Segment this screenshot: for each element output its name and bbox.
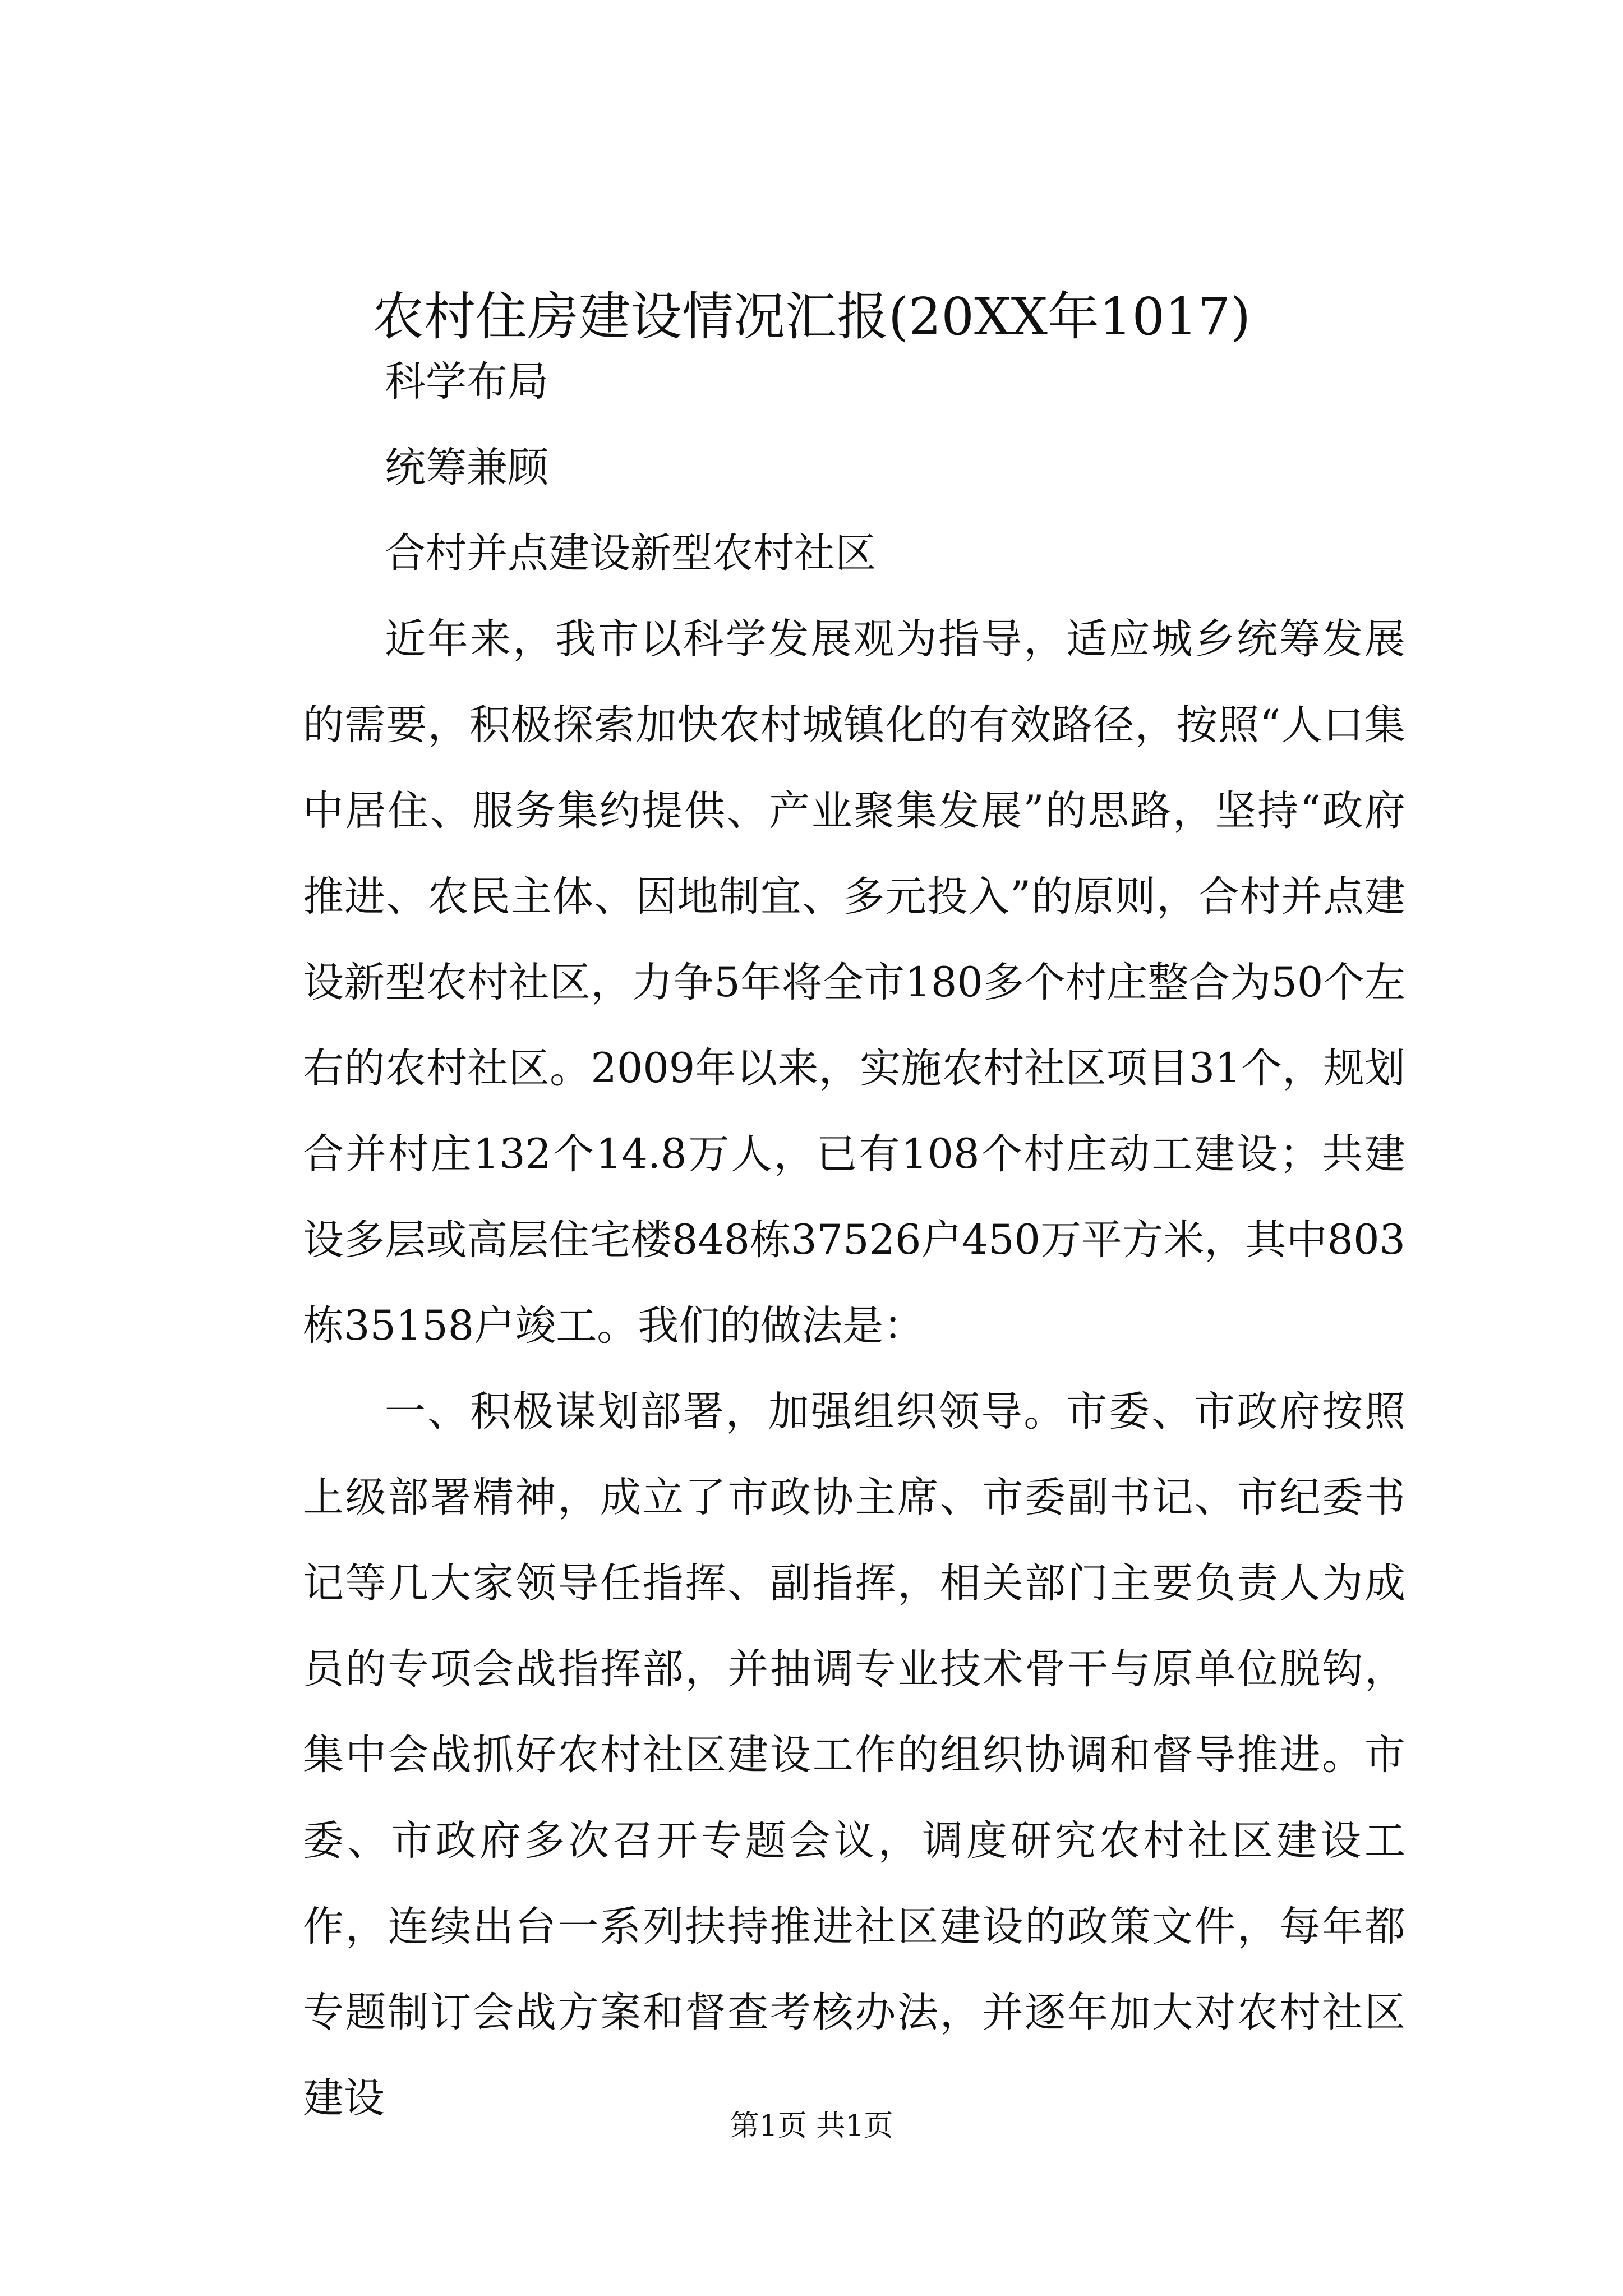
document-body: [303, 339, 1405, 2141]
page-footer: 第1页 共1页: [730, 2109, 893, 2143]
heading-line-2: 统筹兼顾: [385, 444, 548, 491]
heading-line-3: 合村并点建设新型农村社区: [385, 530, 876, 577]
document-title: 农村住房建设情况汇报(20XX年1017): [372, 287, 1251, 347]
paragraph-intro: 近年来，我市以科学发展观为指导，适应城乡统筹发展的需要，积极探索加快农村城镇化的有效路径，按照“人口集中居住、服务集约提供、产业聚集发展”的思路，坚持“政府推进、农民主体、因地制宜、多元投入”的原则，合村并点建设新型农村社区，力争5年将全市180多个村庄整合为50个左右的农村社区。2009年以来，实施农村社区项目31个，规划合并村庄132个14.8万人，已有108个村庄动工建设；共建设多层或高层住宅楼848栋37526户450万平方米，其中803栋35158户竣工。我们的做法是：: [303, 615, 1405, 1350]
heading-line-1: 科学布局: [385, 358, 548, 406]
paragraph-section-1: 一、积极谋划部署，加强组织领导。市委、市政府按照上级部署精神，成立了市政协主席、市委副书记、市纪委书记等几大家领导任指挥、副指挥，相关部门主要负责人为成员的专项会战指挥部，并抽调专业技术骨干与原单位脱钩，集中会战抓好农村社区建设工作的组织协调和督导推进。市委、市政府多次召开专题会议，调度研究农村社区建设工作，连续出台一系列扶持推进社区建设的政策文件，每年都专题制订会战方案和督查考核办法，并逐年加大对农村社区建设: [303, 1388, 1405, 2122]
